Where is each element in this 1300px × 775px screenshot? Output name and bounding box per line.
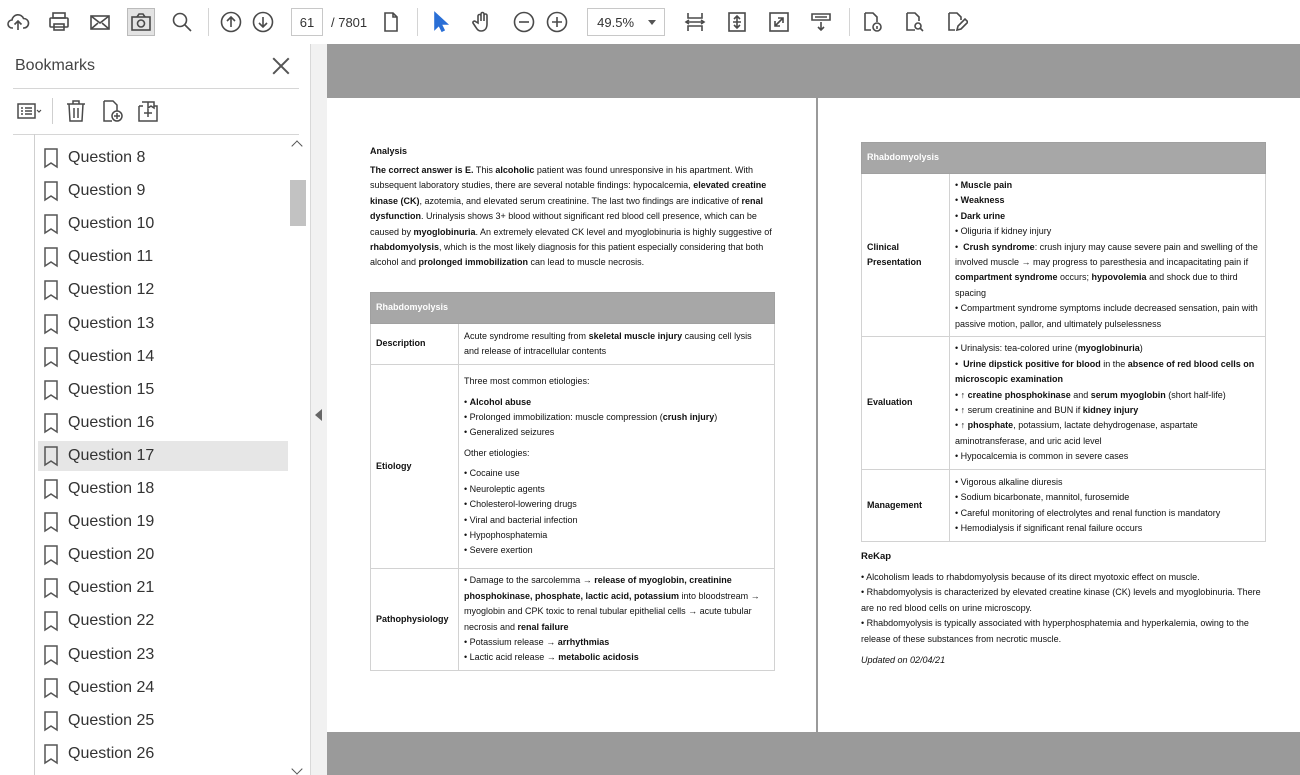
list-item: • Potassium release → arrhythmias (464, 635, 769, 650)
previous-page-icon[interactable] (217, 8, 245, 36)
pdf-page-right (818, 98, 1300, 732)
list-item: • Muscle pain (955, 178, 1260, 193)
list-item: • Generalized seizures (464, 425, 769, 440)
analysis-heading: Analysis (370, 146, 408, 156)
zoom-in-icon[interactable] (543, 8, 571, 36)
bookmark-icon (42, 445, 60, 467)
bookmark-item[interactable] (38, 540, 288, 570)
list-item: • Weakness (955, 193, 1260, 208)
table-title: Rhabdomyolysis (371, 293, 775, 324)
bookmark-item[interactable] (38, 507, 288, 537)
bookmarks-header (0, 44, 310, 88)
delete-icon[interactable] (63, 98, 89, 124)
bookmark-item[interactable] (38, 242, 288, 272)
print-icon[interactable] (45, 8, 73, 36)
bookmark-item[interactable] (38, 408, 288, 438)
bookmark-list (0, 134, 290, 775)
table-title: Rhabdomyolysis (862, 143, 1266, 174)
full-screen-icon[interactable] (765, 8, 793, 36)
list-item: • Careful monitoring of electrolytes and renal function is mandatory (955, 506, 1260, 521)
bookmark-item[interactable] (38, 706, 288, 736)
zoom-out-icon[interactable] (510, 8, 538, 36)
bookmarks-title: Bookmarks (15, 57, 96, 74)
bookmark-item[interactable] (38, 640, 288, 670)
clinical-presentation-cell (950, 174, 1266, 337)
bookmark-icon (42, 246, 60, 268)
list-item: • Viral and bacterial infection (464, 513, 769, 528)
page-total: / 7801 (331, 14, 368, 30)
zoom-value: 49.5% (597, 14, 635, 30)
bookmark-options-icon[interactable] (16, 98, 42, 124)
list-item: • Oliguria if kidney injury (955, 224, 1260, 239)
divider (13, 88, 299, 89)
document-search-icon[interactable] (900, 8, 928, 36)
evaluation-list (955, 341, 1260, 464)
bookmark-icon (42, 743, 60, 765)
scroll-up-icon[interactable] (291, 140, 302, 151)
etiology-cell (459, 365, 775, 569)
list-item: • Sodium bicarbonate, mannitol, furosemide (955, 490, 1260, 505)
upload-icon[interactable] (4, 8, 32, 36)
bookmark-icon (42, 511, 60, 533)
bookmark-icon (42, 412, 60, 434)
page-number-input[interactable]: 61 (291, 8, 323, 36)
bookmark-item[interactable] (38, 176, 288, 206)
bookmark-item[interactable] (38, 441, 288, 471)
pathophysiology-cell (459, 569, 775, 671)
bookmark-label: Question 8 (68, 149, 146, 166)
bookmark-item[interactable] (38, 474, 288, 504)
next-page-icon[interactable] (249, 8, 277, 36)
list-item: • Rhabdomyolysis is typically associated with hyperphosphatemia and hyperkalemia, owing to the release of these substances from necrotic muscle. (861, 616, 1271, 647)
scrollbar-thumb[interactable] (290, 180, 306, 226)
add-bookmark-icon[interactable] (99, 98, 125, 124)
list-item: • Cholesterol-lowering drugs (464, 497, 769, 512)
bookmark-icon (42, 644, 60, 666)
bookmark-label: Question 9 (68, 182, 146, 200)
bookmark-icon (42, 346, 60, 368)
bookmarks-panel (0, 44, 311, 775)
chevron-down-icon (648, 20, 656, 25)
bookmark-item[interactable] (38, 342, 288, 372)
etiology-other-list (464, 466, 769, 558)
scroll-down-icon[interactable] (291, 763, 302, 774)
page-properties-icon[interactable] (858, 8, 886, 36)
bookmark-label: Question 26 (68, 744, 155, 762)
bookmark-label: Question 11 (68, 248, 154, 266)
bookmark-icon (42, 147, 60, 169)
list-item: • Urine dipstick positive for blood in the absence of red blood cells on microscopic examination (955, 357, 1260, 388)
bookmark-icon (42, 279, 60, 301)
scroll-mode-icon[interactable] (807, 8, 835, 36)
bookmark-label: Question 13 (68, 314, 155, 332)
bookmark-label: Question 21 (68, 579, 155, 597)
list-item: • Rhabdomyolysis is characterized by elevated creatine kinase (CK) levels and myoglobinuria. There are no red blood cells on urine microscopy. (861, 585, 1271, 616)
analysis-text: The correct answer is E. This alcoholic patient was found unresponsive in his apartment. With subsequent laboratory studies, there are several notable findings: hypocalcemia, elevated creatine kinase (CK), azotemia, and elevated serum creatinine. The last two findings are indicative of renal dysfunction. Urinalysis shows 3+ blood without significant red blood cell presence, which can be caused by myoglobinuria. An extremely elevated CK level and myoglobinuria is highly suggestive of rhabdomyolysis, which is the most likely diagnosis for this patient especially considering that both alcohol and prolonged immobilization can lead to muscle necrosis. (370, 165, 772, 268)
management-label: Management (862, 470, 950, 542)
rekap-heading: ReKap (861, 551, 892, 562)
fit-page-icon[interactable] (723, 8, 751, 36)
bookmark-item[interactable] (38, 275, 288, 305)
list-item: • Cocaine use (464, 466, 769, 481)
snapshot-icon[interactable] (127, 8, 155, 36)
bookmark-label: Question 19 (68, 513, 155, 531)
bookmark-label: Question 12 (68, 281, 155, 299)
list-item: • Vigorous alkaline diuresis (955, 475, 1260, 490)
document-view[interactable] (327, 44, 1300, 775)
page-icon[interactable] (377, 8, 405, 36)
etiology-common-list (464, 395, 769, 441)
description-cell: Acute syndrome resulting from skeletal muscle injury causing cell lysis and release of intracellular contents (459, 324, 775, 365)
bookmark-icon (42, 544, 60, 566)
bookmark-label: Question 14 (68, 347, 155, 365)
list-item: • Compartment syndrome symptoms include decreased sensation, pain with passive motion, pallor, and ultimately pulselessness (955, 301, 1260, 332)
list-item: • Prolonged immobilization: muscle compression (crush injury) (464, 410, 769, 425)
list-item: • Hemodialysis if significant renal failure occurs (955, 521, 1260, 536)
bookmark-label: Question 25 (68, 711, 155, 729)
bookmark-label: Question 10 (68, 215, 155, 233)
rhabdo-table-right (861, 142, 1266, 542)
bookmark-label: Question 24 (68, 678, 155, 696)
pathophysiology-list (464, 573, 769, 665)
bookmark-label: Question 16 (68, 413, 155, 431)
bookmark-item[interactable] (38, 573, 288, 603)
list-item: • Hypocalcemia is common in severe cases (955, 449, 1260, 464)
zoom-select[interactable] (587, 8, 665, 36)
list-item: • Urinalysis: tea-colored urine (myoglobinuria) (955, 341, 1260, 356)
clinical-presentation-label: Clinical Presentation (862, 174, 950, 337)
bookmark-icon (42, 478, 60, 500)
bookmark-tools (0, 88, 310, 134)
bookmark-item[interactable] (38, 309, 288, 339)
toolbar (0, 0, 1300, 44)
bookmark-item[interactable] (38, 739, 288, 769)
bookmark-label: Question 23 (68, 645, 155, 663)
bookmark-label: Question 22 (68, 612, 155, 630)
list-item: • ↑ serum creatinine and BUN if kidney injury (955, 403, 1260, 418)
clinical-list (955, 178, 1260, 332)
bookmark-icon (42, 180, 60, 202)
management-list (955, 475, 1260, 537)
bookmark-label: Question 17 (68, 446, 155, 464)
bookmark-item[interactable] (38, 606, 288, 636)
bookmark-icon (42, 213, 60, 235)
list-item: • ↑ creatine phosphokinase and serum myoglobin (short half-life) (955, 388, 1260, 403)
rekap-list (861, 570, 1271, 647)
evaluation-label: Evaluation (862, 337, 950, 470)
bookmark-icon (42, 313, 60, 335)
list-item: • ↑ phosphate, potassium, lactate dehydrogenase, aspartate aminotransferase, and uric acid level (955, 418, 1260, 449)
bookmark-label: Question 18 (68, 480, 155, 497)
etiology-other-intro: Other etiologies: (464, 447, 530, 458)
fit-width-icon[interactable] (681, 8, 709, 36)
list-item: • Lactic acid release → metabolic acidosis (464, 650, 769, 665)
bookmark-scrollbar[interactable] (290, 134, 308, 775)
bookmark-icon (42, 610, 60, 632)
bookmark-item[interactable] (38, 673, 288, 703)
email-icon[interactable] (86, 8, 114, 36)
bookmark-label: Question 15 (68, 380, 155, 398)
etiology-intro: Three most common etiologies: (464, 376, 590, 387)
list-item: • Dark urine (955, 209, 1260, 224)
list-item: • Severe exertion (464, 543, 769, 558)
description-label: Description (371, 324, 459, 365)
bookmark-label: Question 20 (68, 546, 155, 564)
list-item: • Alcoholism leads to rhabdomyolysis because of its direct myotoxic effect on muscle. (861, 570, 1271, 585)
management-cell (950, 470, 1266, 542)
bookmark-icon (42, 710, 60, 732)
bookmark-icon (42, 577, 60, 599)
list-item: • Hypophosphatemia (464, 528, 769, 543)
list-item: • Crush syndrome: crush injury may cause severe pain and swelling of the involved muscle → may progress to paresthesia and incapacitating pain if compartment syndrome occurs; hypovolemia and shock due to third spacing (955, 240, 1260, 302)
pathophysiology-label: Pathophysiology (371, 569, 459, 671)
list-item: • Neuroleptic agents (464, 482, 769, 497)
etiology-label: Etiology (371, 365, 459, 569)
bookmark-item[interactable] (38, 209, 288, 239)
bookmark-item[interactable] (38, 143, 288, 173)
bookmark-item[interactable] (38, 375, 288, 405)
rhabdo-table-left (370, 292, 775, 671)
updated-date: Updated on 02/04/21 (861, 655, 946, 665)
list-item: • Alcohol abuse (464, 395, 769, 410)
bookmark-from-structure-icon[interactable] (135, 98, 161, 124)
edit-document-icon[interactable] (942, 8, 970, 36)
search-icon[interactable] (168, 8, 196, 36)
panel-splitter[interactable] (311, 44, 327, 775)
pdf-page-left (327, 98, 816, 732)
bookmark-icon (42, 677, 60, 699)
close-icon[interactable] (270, 55, 292, 77)
bookmark-icon (42, 379, 60, 401)
list-item: • Damage to the sarcolemma → release of myoglobin, creatinine phosphokinase, phosphate, lactic acid, potassium into bloodstream → myoglobin and CPK toxic to renal tubular epithelial cells → acute tubular necrosis and renal failure (464, 573, 769, 635)
hand-tool-icon[interactable] (468, 8, 496, 36)
select-cursor-icon[interactable] (426, 8, 454, 36)
collapse-panel-icon[interactable] (315, 409, 322, 421)
evaluation-cell (950, 337, 1266, 470)
